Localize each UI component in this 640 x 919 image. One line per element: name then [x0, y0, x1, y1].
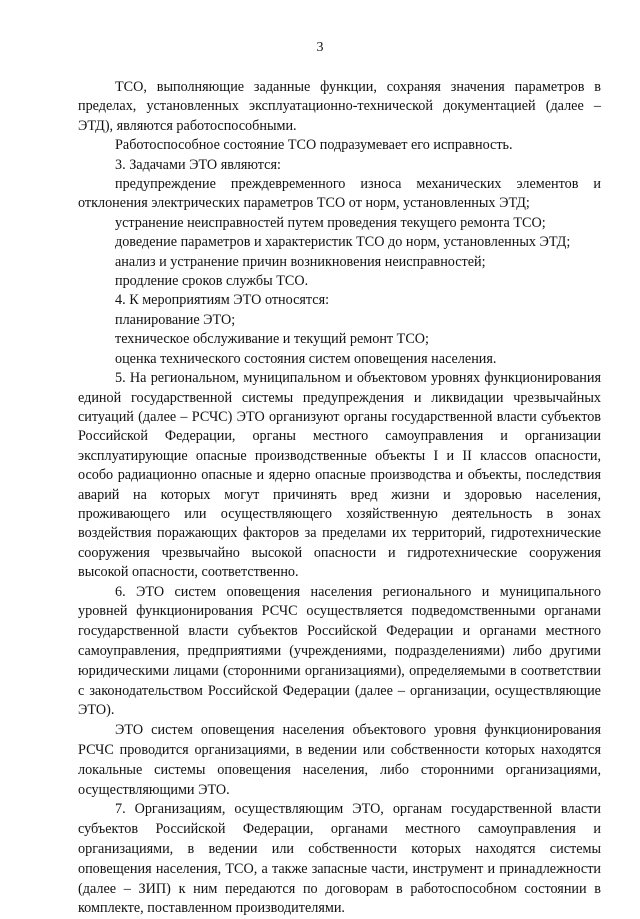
page-number: 3: [316, 40, 324, 55]
paragraph-task-analysis: анализ и устранение причин возникновения неисправностей;: [115, 253, 486, 270]
paragraph-task-lifetime: продление сроков службы ТСО.: [115, 273, 309, 290]
paragraph-section-7: 7. Организациям, осуществляющим ЭТО, органам государственной власти субъектов Российской Федерации, органами местного самоуправления и организациями, в ведении или собственности которых находятся системы оповещения населения, ТСО, а также запасные части, инструмент и принадлежности (далее – ЗИП) к ним передаются по договорам в работоспособном состоянии в комплекте, поставленном производителями.: [78, 801, 601, 917]
paragraph-working-state: Работоспособное состояние ТСО подразумевает его исправность.: [115, 137, 513, 154]
paragraph-task-prevention: предупреждение преждевременного износа механических элементов и отклонения электрических параметров ТСО от норм, установленных ЭТД;: [78, 176, 601, 212]
paragraph-task-parameters: доведение параметров и характеристик ТСО до норм, установленных ЭТД;: [115, 234, 571, 251]
paragraph-object-level: ЭТО систем оповещения населения объектового уровня функционирования РСЧС проводится организациями, в ведении или собственности которых находятся локальные системы оповещения населения, либо сторонними организациями, осуществляющими ЭТО.: [78, 722, 601, 798]
paragraph-section-5: 5. На региональном, муниципальном и объектовом уровнях функционирования единой государственной системы предупреждения и ликвидации чрезвычайных ситуаций (далее – РСЧС) ЭТО организуют органы государственной власти субъектов Российской Федерации, органы местного самоуправления и организации эксплуатирующие опасные производственные объекты I и II классов опасности, особо радиационно опасные и ядерно опасные производства и объекты, последствия аварий на которых могут причинять вред жизни и здоровью населения, проживающего или осуществляющего хозяйственную деятельность в зонах воздействия поражающих факторов за пределами их территорий, гидротехнические сооружения чрезвычайно высокой опасности и гидротехнические сооружения высокой опасности, соответственно.: [78, 370, 601, 581]
paragraph-task-repair: устранение неисправностей путем проведения текущего ремонта ТСО;: [115, 214, 546, 231]
paragraph-measure-planning: планирование ЭТО;: [115, 311, 236, 328]
document-body: [78, 78, 601, 919]
paragraph-section-6: 6. ЭТО систем оповещения населения регионального и муниципального уровней функционирования РСЧС осуществляется подведомственными органами государственной власти субъектов Российской Федерации и органами местного самоуправления, предприятиями (учреждениями, подразделениями) либо другими юридическими лицами (сторонними организациями), определяемыми в соответствии с законодательством Российской Федерации (далее – организации, осуществляющие ЭТО).: [78, 583, 601, 719]
paragraph-measure-maintenance: техническое обслуживание и текущий ремонт ТСО;: [115, 331, 429, 348]
paragraph-tso-definition: ТСО, выполняющие заданные функции, сохраняя значения параметров в пределах, установленных эксплуатационно-технической документацией (далее – ЭТД), являются работоспособными.: [78, 79, 601, 134]
paragraph-measures-heading: 4. К мероприятиям ЭТО относятся:: [115, 292, 330, 309]
paragraph-measure-assessment: оценка технического состояния систем оповещения населения.: [115, 350, 497, 367]
paragraph-tasks-heading: 3. Задачами ЭТО являются:: [115, 156, 281, 173]
